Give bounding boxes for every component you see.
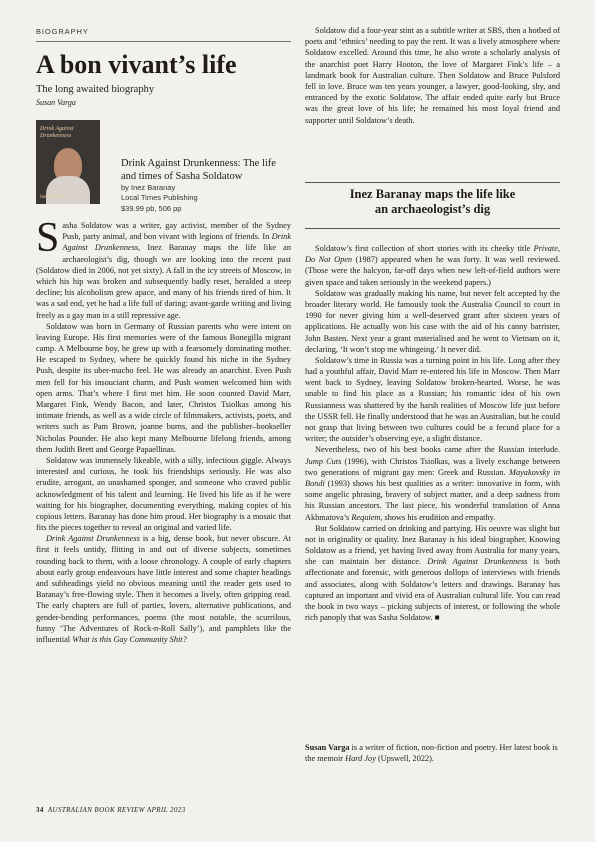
paragraph xyxy=(36,220,291,321)
book-cover-image xyxy=(36,120,100,204)
right-column xyxy=(305,243,560,773)
book-title-italic: Drink Against Drunkenness xyxy=(46,534,140,544)
text: But Soldatow carried on drinking and partying. His oeuvre was slight but not in originality or quality. Inez Baranay is his ideal biographer. Knowing Soldatow as a friend, yet having lived away from Australia for many years, she can maintain her distance. xyxy=(305,523,560,567)
pamphlet-title-italic: What is this Gay Community Shit? xyxy=(72,634,187,644)
book-title-line1: Drink Against Drunkenness: The life xyxy=(121,158,276,169)
book-title-line2: and times of Sasha Soldatow xyxy=(121,171,243,183)
section-rule xyxy=(36,41,291,42)
text: Nevertheless, two of his best books came after the Russian interlude. xyxy=(315,445,560,455)
text: is a writer of fiction, non-fiction and poetry. Her latest book is the memoir xyxy=(305,743,558,764)
left-column xyxy=(36,220,291,785)
text: is both affectionate and forensic, with generous dollops of interviews with friends and associates, along with Soldatow’s letters and drawings. Baranay has captured an important and vivid era of Australian cultural life. You can read the book in two ways – picking subjects of interest, or following the whole rich panoply that was Sasha Soldatow. ■ xyxy=(305,557,560,623)
text: , Inez Baranay maps the life like an archaeologist’s dig, though we are looking into the recent past (Soldatow died in 2006, not yet sixty). A fall in the icy streets of Moscow, in which his hip was broken and subsequently badly reset, heralded a steep decline; his alcoholism grew apace, and many of his friends tired of him. It was a sad end, yet he had a life full of daring: avant-garde writing and living freely as a gay man in a still repressive age. xyxy=(36,243,291,320)
paragraph: Soldatow was born in Germany of Russian parents who were intent on leaving Europe. His first memories were of the famous Bonegilla migrant camp. A Melbourne boy, he grew up with a fearsomely dominating mother. He escaped to Sydney, where he quickly found his niche in the Sydney Push, despite its uber-macho feel. He was already an anarchist. Even Push men fell for his insouciant charm, and Push women welcomed him with open arms. That’s where I first met him. He soon counted David Marr, Margaret Fink, Wendy Bacon, and later, Christos Tsiolkas among his intimate friends, as well as a wide circle of filmmakers, activists, poets, and writers such as Pam Brown, joanne burns, and the publisher–bookseller Nicholas Pounder. He also kept many Melbourne lifelong friends, among them Judith Brett and George Papaellinas. xyxy=(36,321,291,454)
book-title-italic: Private, Do Not Open xyxy=(305,244,560,265)
footer-magazine-issue: AUSTRALIAN BOOK REVIEW APRIL 2023 xyxy=(47,806,186,814)
book-price: $39.99 pb, 506 pp xyxy=(121,203,182,213)
book-title-italic: Drink Against Drunkenness xyxy=(62,232,291,253)
book-details xyxy=(121,157,291,214)
paragraph xyxy=(305,523,560,624)
text: Soldatow’s first collection of short stories with its cheeky title xyxy=(315,244,534,253)
book-author: by Inez Baranay xyxy=(121,183,176,193)
bio-book-title: Hard Joy xyxy=(345,754,376,764)
text: (Upswell, 2022). xyxy=(375,754,434,764)
paragraph: Soldatow was gradually making his name, but never felt accepted by the broader literary world. He famously took the Australia Council to court in 1990 for never giving him a well-deserved grant after sixteen years of applications. He actually won his case with the aid of his canny barrister, John Basten. Next year a grant materialised and he went to Vietnam on it, declaring, ‘It won’t stop me whingeing.’ It never did. xyxy=(305,288,560,354)
cover-author: Inez Baranay xyxy=(40,195,67,200)
book-title-italic: Requiem xyxy=(351,512,381,522)
pull-quote-rule-bottom xyxy=(305,228,560,229)
reviewer-bio xyxy=(305,742,560,764)
text: (1993) shows his best qualities as a writer: innovative in form, with some angelic phrasing, bravery of subject matter, and a deep sadness from his Russian ancestors. The last piece, his wonderful translation of Anna Akhmatova’s xyxy=(305,478,560,522)
section-label: BIOGRAPHY xyxy=(36,27,89,36)
text: , shows his erudition and empathy. xyxy=(380,512,496,522)
pull-quote-line1: Inez Baranay maps the life like xyxy=(349,187,516,201)
drop-cap: S xyxy=(36,220,60,261)
page-footer xyxy=(36,806,186,814)
right-column-top xyxy=(305,25,560,180)
pull-quote xyxy=(305,187,560,218)
bio-name: Susan Varga xyxy=(305,743,350,752)
cover-title: Drink Against Drunkenness xyxy=(40,126,74,139)
text: is a big, dense book, but never obscure. At first it feels untidy, flitting in and out of diverse subjects, sometimes rounding back to them, with a loose chronology. A couple of early chapters about early group endeavours have little interest and some chapter headings and subheadings yield no obvious meaning until the reader gets used to Baranay’s free-flowing style. Then it becomes a lively, often gripping read. The early chapters are full of parties, lovers, alternative publications, and gender-bending performances, poems (the most notable, the scurrilous, funny ‘The Adventures of Rock-n-Roll Sally’), and pamphlets like the influential xyxy=(36,534,291,644)
book-publisher: Local Times Publishing xyxy=(121,193,198,203)
article-title: A bon vivant’s life xyxy=(36,50,237,79)
pull-quote-rule-top xyxy=(305,182,560,183)
text: (1996), with Christos Tsiolkas, was a lively exchange between two generations of migrant gay men: Greek and Russian. xyxy=(305,456,560,477)
text: asha Soldatow was a writer, gay activist, member of the Sydney Push, party animal, and bon vivant with legions of friends. In xyxy=(62,221,291,242)
reviewer-name: Susan Varga xyxy=(36,98,76,107)
pull-quote-line2: an archaeologist’s dig xyxy=(374,202,491,217)
paragraph xyxy=(305,243,560,288)
article-subtitle: The long awaited biography xyxy=(36,84,155,95)
paragraph: Soldatow was immensely likeable, with a silly, infectious giggle. Always interested and curious, he took his friendships seriously. He was also erudite, arrogant, an unashamed sponger, and someone who craved public acknowledgment of his talent and learning. He lived his life as if he were waiting for his biographer, documenting everything, making copies of his copious letters. Baranay has done him proud. Her biography is a mosaic that fits the pieces together to reveal an original and varied life. xyxy=(36,455,291,533)
paragraph xyxy=(305,444,560,522)
paragraph: Soldatow’s time in Russia was a turning point in his life. Long after they had a youthful affair, David Marr re-entered his life in Moscow. Then Marr went back to Sydney, leaving Soldatow broken-hearted. Worse, he was unable to find his place as a Russian; his romantic idea of his own Russianness was shattered by the harsh realities of Moscow life just before the USSR fell. He finally understood that he was an Australian, but he could not grasp that living between two cultures could be a fecund place for a writer; the outsider’s observing eye, a slight distance. xyxy=(305,355,560,444)
book-title-italic: Mayakovsky in Bondi xyxy=(305,467,560,488)
paragraph: Soldatow did a four-year stint as a subtitle writer at SBS, then a hotbed of poets and ‘ethnics’ needing to pay the rent. It was a lively atmosphere where Soldatow excelled. Around this time, he also wrote a scholarly analysis of the anarchist poet Harry Hooton, the love of Margaret Fink’s life – a landmark book for Australian culture. Then Soldatow and Bruce Pulsford fell in love. Bruce was ten years younger, a lawyer, good-looking, shy, and entranced by the exotic Soldatow. The affair ended quite early but Bruce was the great love of his life; he remained his most loyal friend and supporter until Soldatow’s death. xyxy=(305,26,560,125)
book-title-italic: Drink Against Drunkenness xyxy=(427,557,528,567)
book-title-italic: Jump Cuts xyxy=(305,456,342,466)
paragraph xyxy=(36,533,291,645)
page-number: 34 xyxy=(36,806,44,814)
text: (1987) appeared when he was forty. It was well reviewed. (Those were the halcyon, far-off days when new left-of-field authors were given space and taken seriously in the weekend papers.) xyxy=(305,255,560,287)
